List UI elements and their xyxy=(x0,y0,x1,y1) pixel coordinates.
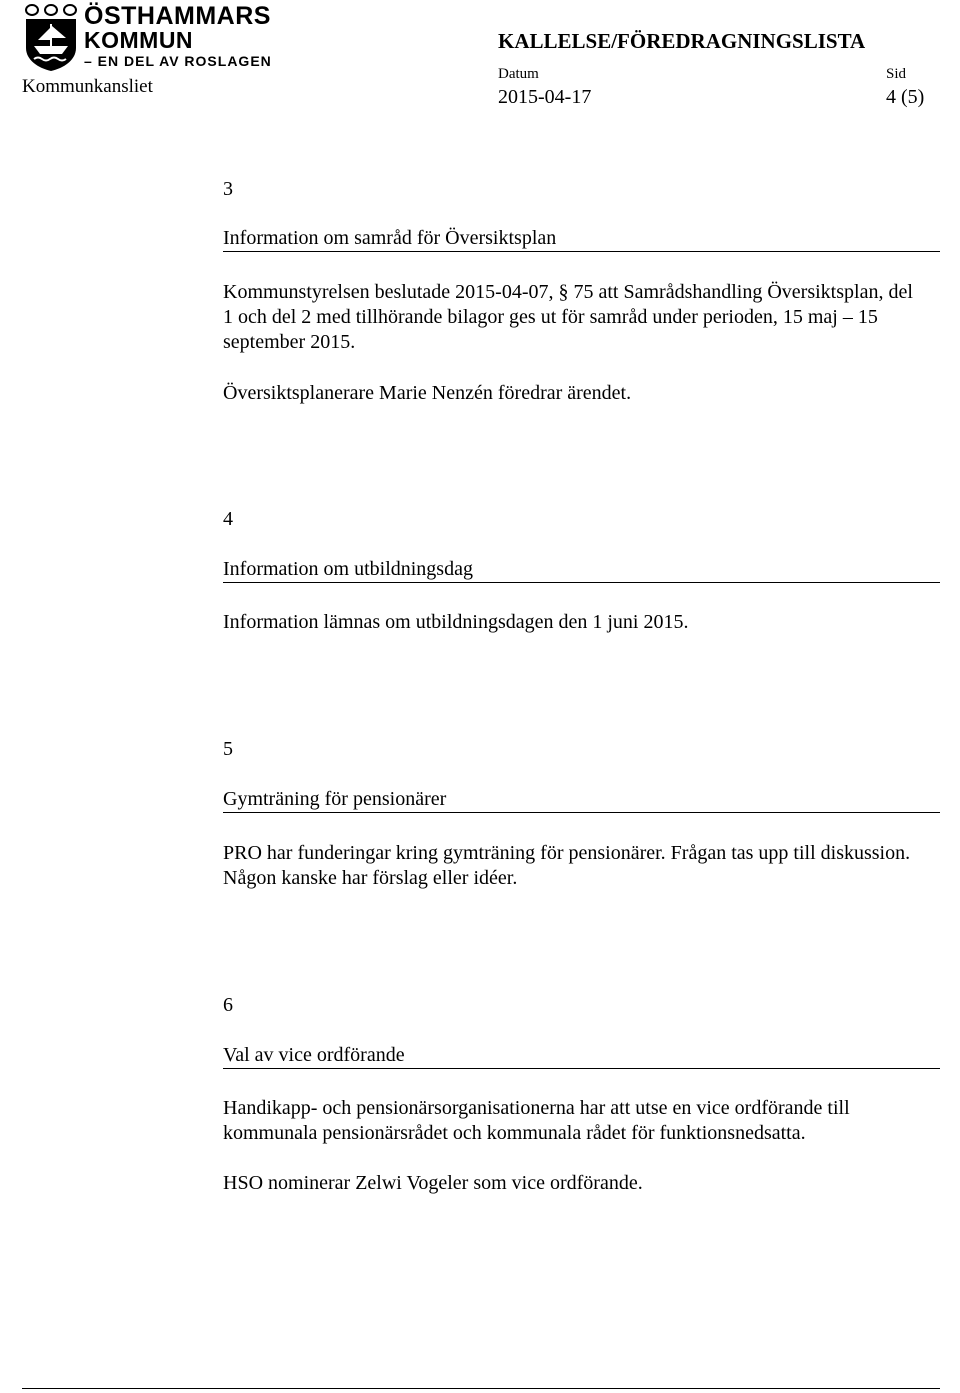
agenda-item-paragraph: Information lämnas om utbildningsdagen den 1 juni 2015. xyxy=(223,611,689,633)
agenda-item-heading: Information om samråd för Översiktsplan xyxy=(223,226,940,252)
logo-text-line1: ÖSTHAMMARS xyxy=(84,2,271,30)
agenda-item-number: 4 xyxy=(223,508,233,530)
date-label: Datum xyxy=(498,66,539,82)
agenda-item-number: 5 xyxy=(223,738,233,760)
agenda-item-number: 3 xyxy=(223,178,233,200)
agenda-item-paragraph: HSO nominerar Zelwi Vogeler som vice ordförande. xyxy=(223,1172,643,1194)
agenda-item-paragraph: Handikapp- och pensionärsorganisationerna har att utse en vice ordförande till kommunala pensionärsrådet och kommunala rådet för funktionsnedsatta. xyxy=(223,1097,850,1144)
agenda-item-paragraph: PRO har funderingar kring gymträning för pensionärer. Frågan tas upp till diskussion. Någon kanske har förslag eller idéer. xyxy=(223,842,911,889)
logo-tagline: – EN DEL AV ROSLAGEN xyxy=(84,53,272,69)
agenda-item-paragraph: Översiktsplanerare Marie Nenzén föredrar ärendet. xyxy=(223,382,632,404)
agenda-item-heading: Information om utbildningsdag xyxy=(223,557,940,583)
date-value: 2015-04-17 xyxy=(498,86,592,108)
agenda-item-paragraph: Kommunstyrelsen beslutade 2015-04-07, § 75 att Samrådshandling Översiktsplan, del 1 och del 2 med tillhörande bilagor ges ut för samråd under perioden, 15 maj – 15 september 2015. xyxy=(223,281,913,353)
footer-divider xyxy=(22,1388,940,1389)
page-number: 4 (5) xyxy=(886,86,925,108)
agenda-item-heading: Gymträning för pensionärer xyxy=(223,787,940,813)
logo-text-line2: KOMMUN xyxy=(84,27,194,53)
coat-of-arms-icon xyxy=(22,2,80,72)
agenda-item-number: 6 xyxy=(223,994,233,1016)
page-label: Sid xyxy=(886,66,907,82)
municipality-logo xyxy=(22,2,272,72)
department-name: Kommunkansliet xyxy=(22,76,153,97)
document-title: KALLELSE/FÖREDRAGNINGSLISTA xyxy=(498,29,866,53)
agenda-item-heading: Val av vice ordförande xyxy=(223,1043,940,1069)
